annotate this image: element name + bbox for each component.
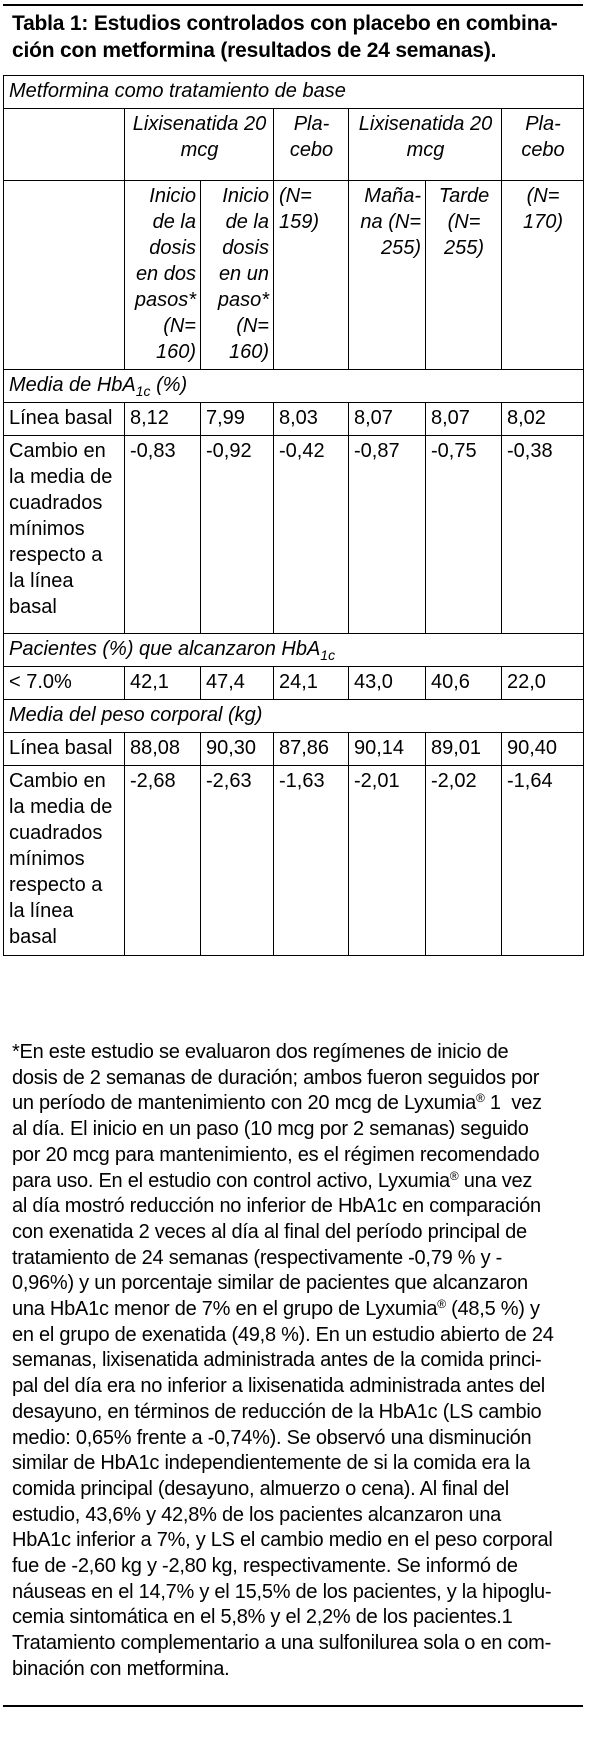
registered-mark: ® [449, 1168, 459, 1183]
table-cell: 22,0 [502, 667, 584, 700]
footnote-line: dosis de 2 semanas de duración; ambos fueron seguidos por [12, 1066, 540, 1089]
table-cell: 88,08 [125, 733, 201, 766]
hba1c-section-row [4, 370, 584, 403]
footnote-line: cemia sintomática en el 5,8% y el 2,2% de los pacientes.1 [12, 1606, 513, 1629]
table-cell: 8,02 [502, 403, 584, 436]
row-label: Cambio en la media de cuadrados mínimos respecto a la línea basal [4, 766, 125, 956]
table-row [4, 436, 584, 634]
section-title: Metformina como tratamiento de base [4, 76, 584, 109]
table-cell: 43,0 [349, 667, 426, 700]
footnote-line: en el grupo de exenatida (49,8 %). En un estudio abierto de 24 [12, 1323, 554, 1346]
footnote-text: una vez [458, 1169, 533, 1192]
footnote-line: por 20 mcg para mantenimiento, es el régimen recomendado [12, 1143, 540, 1166]
table-cell: -0,38 [502, 436, 584, 634]
sub-header-placebo-2: (N= 170) [502, 181, 584, 370]
sub-header-two-step: Inicio de la dosis en dos pasos* (N= 160) [125, 181, 201, 370]
footnote-line: con exenatida 2 veces al día al final del período principal de [12, 1220, 527, 1243]
footnote-text: para uso. En el estudio con control activo, Lyxumia [12, 1169, 450, 1192]
table-cell: 8,12 [125, 403, 201, 436]
sub-header-morning: Maña- na (N= 255) [349, 181, 426, 370]
table-cell: 87,86 [274, 733, 349, 766]
patients-section-row [4, 634, 584, 667]
table-cell: -0,42 [274, 436, 349, 634]
patients-title-subscript: 1c [320, 647, 336, 663]
footnote-line: *En este estudio se evaluaron dos regímenes de inicio de [12, 1041, 509, 1063]
row-label: < 7.0% [4, 667, 125, 700]
patients-title-text: Pacientes (%) que alcanzaron HbA [9, 638, 321, 660]
footnote-line: semanas, lixisenatida administrada antes de la comida princi- [12, 1349, 542, 1372]
table-caption [12, 10, 582, 64]
group-header-placebo-2: Pla- cebo [502, 109, 584, 181]
top-rule [3, 4, 583, 6]
weight-section-row [4, 700, 584, 733]
hba1c-title-subscript: 1c [135, 383, 151, 399]
table-cell: 40,6 [426, 667, 502, 700]
footnote-text: una HbA1c menor de 7% en el grupo de Lyxumia [12, 1298, 438, 1321]
table-cell: -0,75 [426, 436, 502, 634]
sub-header-row [4, 181, 584, 370]
footnote-line: náuseas en el 14,7% y el 15,5% de los pacientes, y la hipoglu- [12, 1580, 552, 1603]
footnote-line: desayuno, en términos de reducción de la HbA1c (LS cambio [12, 1400, 542, 1423]
footnote [12, 1040, 584, 1683]
hba1c-title-text: Media de HbA [9, 374, 136, 396]
table-row [4, 766, 584, 956]
caption-line-2: ción con metformina (resultados de 24 semanas). [12, 39, 497, 62]
footnote-line [12, 1169, 584, 1195]
footnote-line: tratamiento de 24 semanas (respectivamente -0,79 % y - [12, 1246, 503, 1269]
weight-section-title: Media del peso corporal (kg) [4, 700, 584, 733]
table-cell: 47,4 [201, 667, 274, 700]
sub-header-evening: Tarde (N= 255) [426, 181, 502, 370]
patients-section-title [4, 634, 584, 667]
empty-subheader-cell [4, 181, 125, 370]
footnote-line: binación con metformina. [12, 1657, 230, 1680]
footnote-line: fue de -2,60 kg y -2,80 kg, respectivamente. Se informó de [12, 1555, 518, 1578]
table-cell: -2,01 [349, 766, 426, 956]
table-row [4, 667, 584, 700]
table-cell: 90,14 [349, 733, 426, 766]
registered-mark: ® [437, 1297, 446, 1312]
sub-header-one-step: Inicio de la dosis en un paso* (N= 160) [201, 181, 274, 370]
footnote-line: medio: 0,65% frente a -0,74%). Se observó una disminución [12, 1426, 532, 1449]
footnote-line [12, 1091, 584, 1117]
table-cell: 7,99 [201, 403, 274, 436]
table-row [4, 403, 584, 436]
row-label: Línea basal [4, 403, 125, 436]
table-cell: 8,03 [274, 403, 349, 436]
footnote-line: al día mostró reducción no inferior de HbA1c en comparación [12, 1195, 541, 1218]
footnote-line: similar de HbA1c independientemente de si la comida era la [12, 1452, 531, 1475]
footnote-line: Tratamiento complementario a una sulfonilurea sola o en com- [12, 1632, 551, 1655]
table-cell: 90,30 [201, 733, 274, 766]
footnote-text: 1 vez [484, 1092, 542, 1115]
hba1c-title-unit: (%) [156, 374, 188, 396]
group-header-placebo-1: Pla- cebo [274, 109, 349, 181]
hba1c-section-title [4, 370, 584, 403]
results-table [3, 75, 584, 956]
bottom-rule [3, 1705, 583, 1707]
row-label: Cambio en la media de cuadrados mínimos respecto a la línea basal [4, 436, 125, 634]
table-cell: 8,07 [349, 403, 426, 436]
footnote-line: 0,96%) y un porcentaje similar de pacientes que alcanzaron [12, 1272, 528, 1295]
footnote-text: (48,5 %) y [445, 1298, 540, 1321]
table-cell: 42,1 [125, 667, 201, 700]
caption-line-1: Tabla 1: Estudios controlados con placebo en combina- [12, 12, 558, 35]
table-cell: 24,1 [274, 667, 349, 700]
table-cell: -2,63 [201, 766, 274, 956]
table-row [4, 733, 584, 766]
table-cell: -0,92 [201, 436, 274, 634]
sub-header-placebo-1: (N= 159) [274, 181, 349, 370]
table-cell: 8,07 [426, 403, 502, 436]
table-cell: -2,68 [125, 766, 201, 956]
table-cell: -1,64 [502, 766, 584, 956]
footnote-line [12, 1297, 584, 1323]
row-label: Línea basal [4, 733, 125, 766]
group-header-lixisenatide-1: Lixisenatida 20 mcg [125, 109, 274, 181]
table-cell: 90,40 [502, 733, 584, 766]
footnote-text: un período de mantenimiento con 20 mcg de Lyxumia [12, 1092, 476, 1115]
table-cell: 89,01 [426, 733, 502, 766]
table-cell: -0,83 [125, 436, 201, 634]
section-title-row [4, 76, 584, 109]
footnote-line: HbA1c inferior a 7%, y LS el cambio medio en el peso corporal [12, 1529, 553, 1552]
table-cell: -2,02 [426, 766, 502, 956]
footnote-line: comida principal (desayuno, almuerzo o cena). Al final del [12, 1477, 509, 1500]
footnote-line: al día. El inicio en un paso (10 mcg por 2 semanas) seguido [12, 1118, 529, 1141]
table-cell: -1,63 [274, 766, 349, 956]
empty-header-cell [4, 109, 125, 181]
registered-mark: ® [475, 1091, 485, 1106]
group-header-lixisenatide-2: Lixisenatida 20 mcg [349, 109, 502, 181]
group-header-row [4, 109, 584, 181]
footnote-line: pal del día era no inferior a lixisenatida administrada antes del [12, 1375, 545, 1398]
footnote-line: estudio, 43,6% y 42,8% de los pacientes alcanzaron una [12, 1503, 502, 1526]
table-cell: -0,87 [349, 436, 426, 634]
